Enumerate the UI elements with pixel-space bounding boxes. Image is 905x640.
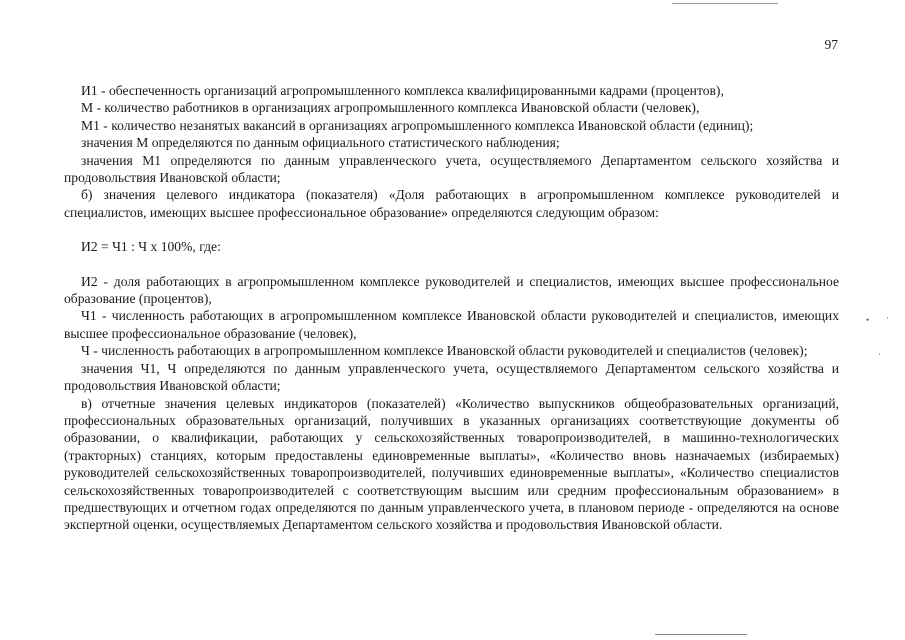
paragraph-m1-source: значения М1 определяются по данным управленческого учета, осуществляемого Департаментом сельского хозяйства и продовольствия Ивановской области; (64, 152, 839, 186)
paragraph-b-indicator: б) значения целевого индикатора (показателя) «Доля работающих в агропромышленном комплексе руководителей и специалистов, имеющих высшее профессиональное образование» определяются следующим образом: (64, 187, 839, 220)
paragraph-m-definition: М - количество работников в организациях агропромышленного комплекса Ивановской области (человек), (81, 100, 700, 116)
scan-speck-mark: · (878, 349, 881, 359)
scan-bottom-rule (655, 634, 747, 635)
document-body (64, 82, 839, 534)
paragraph-m1-definition: М1 - количество незанятых вакансий в организациях агропромышленного комплекса Ивановской области (единиц); (81, 117, 754, 133)
formula-i2: И2 = Ч1 : Ч х 100%, где: (81, 239, 221, 255)
page-number: 97 (824, 37, 838, 52)
paragraph-i2-definition: И2 - доля работающих в агропромышленном комплексе руководителей и специалистов, имеющих высшее профессиональное образование (процентов), (64, 273, 839, 307)
paragraph-ch1-definition: Ч1 - численность работающих в агропромышленном комплексе Ивановской области руководителей и специалистов, имеющих высшее профессиональное образование (человек), (64, 308, 839, 341)
scan-speck-mark: • (866, 315, 870, 325)
scan-top-rule (672, 3, 778, 4)
paragraph-m-source: значения М определяются по данным официального статистического наблюдения; (81, 135, 560, 151)
paragraph-ch-definition: Ч - численность работающих в агропромышленном комплексе Ивановской области руководителей и специалистов (человек); (81, 343, 808, 359)
paragraph-v-indicators: в) отчетные значения целевых индикаторов (показателей) «Количество выпускников общеобразовательных организаций, профессиональных образовательных организаций, получивших в указанных организациях соответствующие документы об образовании, о квалификации, работающих у сельскохозяйственных товаропроизводителей, в машинно-технологических (тракторных) станциях, которым предоставлены единовременные выплаты», «Количество вновь назначаемых (избираемых) руководителей сельскохозяйственных товаропроизводителей, получивших единовременные выплаты», «Количество специалистов сельскохозяйственных товаропроизводителей с соответствующим высшим или средним профессиональным образованием» в предшествующих и отчетном годах определяются по данным управленческого учета, в плановом периоде - определяются на основе экспертной оценки, осуществляемых Департаментом сельского хозяйства и продовольствия Ивановской области. (64, 395, 839, 533)
paragraph-ch-source: значения Ч1, Ч определяются по данным управленческого учета, осуществляемого Департаментом сельского хозяйства и продовольствия Ивановской области; (64, 360, 839, 394)
scan-speck-mark: · (886, 313, 889, 323)
paragraph-i1-definition: И1 - обеспеченность организаций агропромышленного комплекса квалифицированными кадрами (процентов), (81, 83, 724, 98)
